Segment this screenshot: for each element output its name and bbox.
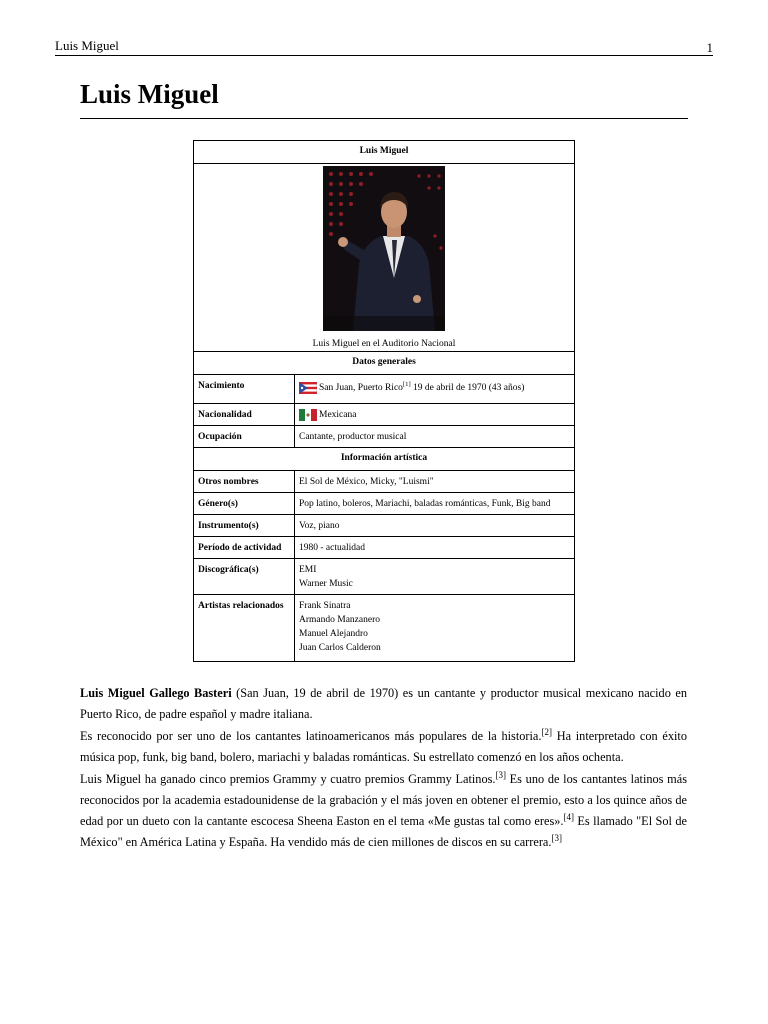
value-periodo: 1980 - actualidad xyxy=(295,537,575,559)
label-nacimiento: Nacimiento xyxy=(194,375,295,404)
paragraph-intro-text: (San Juan, 19 de abril de 1970) es un cantante y productor musical mexicano nacido en Puerto Rico, de padre español y madre italiana. xyxy=(80,686,687,721)
ref-1[interactable]: [1] xyxy=(402,380,411,388)
row-nacionalidad xyxy=(194,404,575,426)
row-instrumento xyxy=(194,515,575,537)
value-otros-nombres: El Sol de México, Micky, "Luismi" xyxy=(295,471,575,493)
row-otros-nombres xyxy=(194,471,575,493)
puerto-rico-flag-icon xyxy=(299,382,317,394)
row-artistas xyxy=(194,595,575,662)
label-nacionalidad: Nacionalidad xyxy=(194,404,295,426)
artista-item[interactable]: Frank Sinatra xyxy=(299,601,351,611)
paragraph-awards-text: Luis Miguel ha ganado cinco premios Grammy y cuatro premios Grammy Latinos. xyxy=(80,772,496,786)
paragraph-career xyxy=(80,726,687,768)
label-otros-nombres: Otros nombres xyxy=(194,471,295,493)
birth-place-link[interactable]: San Juan, Puerto Rico xyxy=(319,383,403,393)
running-header-title: Luis Miguel xyxy=(55,38,119,53)
label-artistas: Artistas relacionados xyxy=(194,595,295,662)
paragraph-awards-text-2: Es uno de los cantantes latinos más reconocidos por la academia estadounidense de la grabación y el más joven en obtener el premio, esto a los quince años de edad por un dueto con la cantante escocesa Sheena Easton en el tema «Me gustas tal como eres». xyxy=(80,772,687,828)
mexico-flag-icon xyxy=(299,409,317,421)
article-body xyxy=(80,683,687,853)
value-genero: Pop latino, boleros, Mariachi, baladas románticas, Funk, Big band xyxy=(295,493,575,515)
infobox-image-cell xyxy=(194,164,575,352)
discografica-item[interactable]: Warner Music xyxy=(299,579,353,589)
artista-item[interactable]: Juan Carlos Calderon xyxy=(299,643,381,653)
discografica-item[interactable]: EMI xyxy=(299,565,317,575)
paragraph-career-text-2: Ha interpretado con éxito música pop, funk, big band, bolero, mariachi y baladas románticas. Su estrellato comenzó en los años ochenta. xyxy=(80,729,687,764)
ref-3[interactable]: [3] xyxy=(495,769,506,780)
value-discografica xyxy=(295,559,575,595)
row-nacimiento xyxy=(194,375,575,404)
label-discografica: Discográfica(s) xyxy=(194,559,295,595)
paragraph-intro xyxy=(80,683,687,725)
artista-item[interactable]: Armando Manzanero xyxy=(299,615,380,625)
value-nacionalidad xyxy=(295,404,575,426)
label-instrumento: Instrumento(s) xyxy=(194,515,295,537)
article-subject-name: Luis Miguel Gallego Basteri xyxy=(80,686,232,700)
paragraph-awards-text-3: Es llamado "El Sol de México" en América Latina y España. Ha vendido más de cien millones de discos en su carrera. xyxy=(80,814,687,849)
ref-3b[interactable]: [3] xyxy=(551,832,562,843)
infobox xyxy=(193,140,575,662)
row-ocupacion xyxy=(194,426,575,448)
label-genero: Género(s) xyxy=(194,493,295,515)
value-instrumento: Voz, piano xyxy=(295,515,575,537)
ref-4[interactable]: [4] xyxy=(563,811,574,822)
value-artistas xyxy=(295,595,575,662)
nacionalidad-link[interactable]: Mexicana xyxy=(319,410,357,420)
image-caption: Luis Miguel en el Auditorio Nacional xyxy=(312,339,456,349)
row-genero xyxy=(194,493,575,515)
artist-photo[interactable] xyxy=(323,166,445,331)
artista-item[interactable]: Manuel Alejandro xyxy=(299,629,368,639)
value-ocupacion: Cantante, productor musical xyxy=(295,426,575,448)
label-periodo: Período de actividad xyxy=(194,537,295,559)
paragraph-career-text: Es reconocido por ser uno de los cantantes latinoamericanos más populares de la historia. xyxy=(80,729,542,743)
section-informacion-artistica: Información artística xyxy=(194,448,575,471)
label-ocupacion: Ocupación xyxy=(194,426,295,448)
page-number: 1 xyxy=(706,40,713,55)
row-discografica xyxy=(194,559,575,595)
row-periodo xyxy=(194,537,575,559)
ref-2[interactable]: [2] xyxy=(541,726,552,737)
page-title: Luis Miguel xyxy=(80,78,688,119)
running-header xyxy=(55,38,713,56)
section-datos-generales: Datos generales xyxy=(194,352,575,375)
paragraph-awards xyxy=(80,769,687,853)
birth-date: 19 de abril de 1970 (43 años) xyxy=(410,383,525,393)
infobox-title: Luis Miguel xyxy=(194,141,575,164)
value-nacimiento xyxy=(295,375,575,404)
